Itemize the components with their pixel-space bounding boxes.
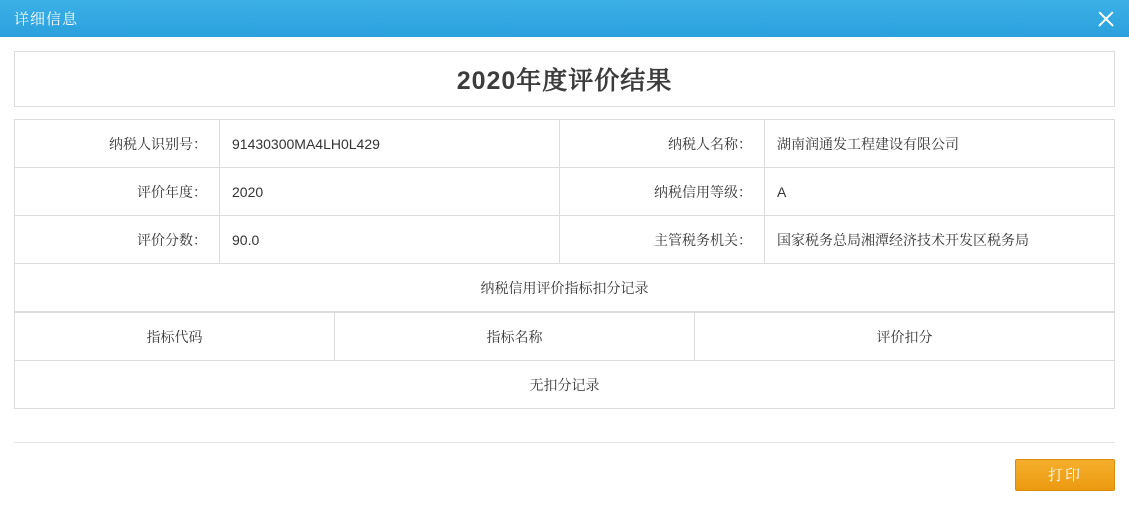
- empty-records-text: 无扣分记录: [15, 361, 1115, 409]
- dialog-body: [0, 37, 1129, 430]
- table-row: [15, 216, 1115, 264]
- dialog-titlebar: [0, 0, 1129, 37]
- table-header-row: [15, 313, 1115, 361]
- year-label: 评价年度：: [15, 168, 220, 216]
- credit-level-label: 纳税信用等级：: [560, 168, 765, 216]
- table-row: [15, 168, 1115, 216]
- deduction-section-title: 纳税信用评价指标扣分记录: [15, 264, 1115, 312]
- close-icon[interactable]: [1093, 6, 1119, 32]
- print-button[interactable]: 打印: [1015, 459, 1115, 491]
- year-value: 2020: [220, 168, 560, 216]
- deduction-section-row: [15, 264, 1115, 312]
- taxpayer-name-label: 纳税人名称：: [560, 120, 765, 168]
- taxpayer-info-table: [14, 119, 1115, 312]
- taxpayer-id-label: 纳税人识别号：: [15, 120, 220, 168]
- score-label: 评价分数：: [15, 216, 220, 264]
- column-header-code: 指标代码: [15, 313, 335, 361]
- column-header-score: 评价扣分: [695, 313, 1115, 361]
- credit-level-value: A: [765, 168, 1115, 216]
- report-title-container: [14, 51, 1115, 107]
- tax-authority-value: 国家税务总局湘潭经济技术开发区税务局: [765, 216, 1115, 264]
- deduction-table: [14, 312, 1115, 409]
- table-row: [15, 120, 1115, 168]
- taxpayer-id-value: 91430300MA4LH0L429: [220, 120, 560, 168]
- column-header-name: 指标名称: [335, 313, 695, 361]
- dialog-footer: [14, 442, 1115, 506]
- taxpayer-name-value: 湖南润通发工程建设有限公司: [765, 120, 1115, 168]
- tax-authority-label: 主管税务机关：: [560, 216, 765, 264]
- score-value: 90.0: [220, 216, 560, 264]
- page-title: 2020年度评价结果: [456, 67, 673, 95]
- dialog-title: 详细信息: [14, 11, 79, 28]
- table-row-empty: [15, 361, 1115, 409]
